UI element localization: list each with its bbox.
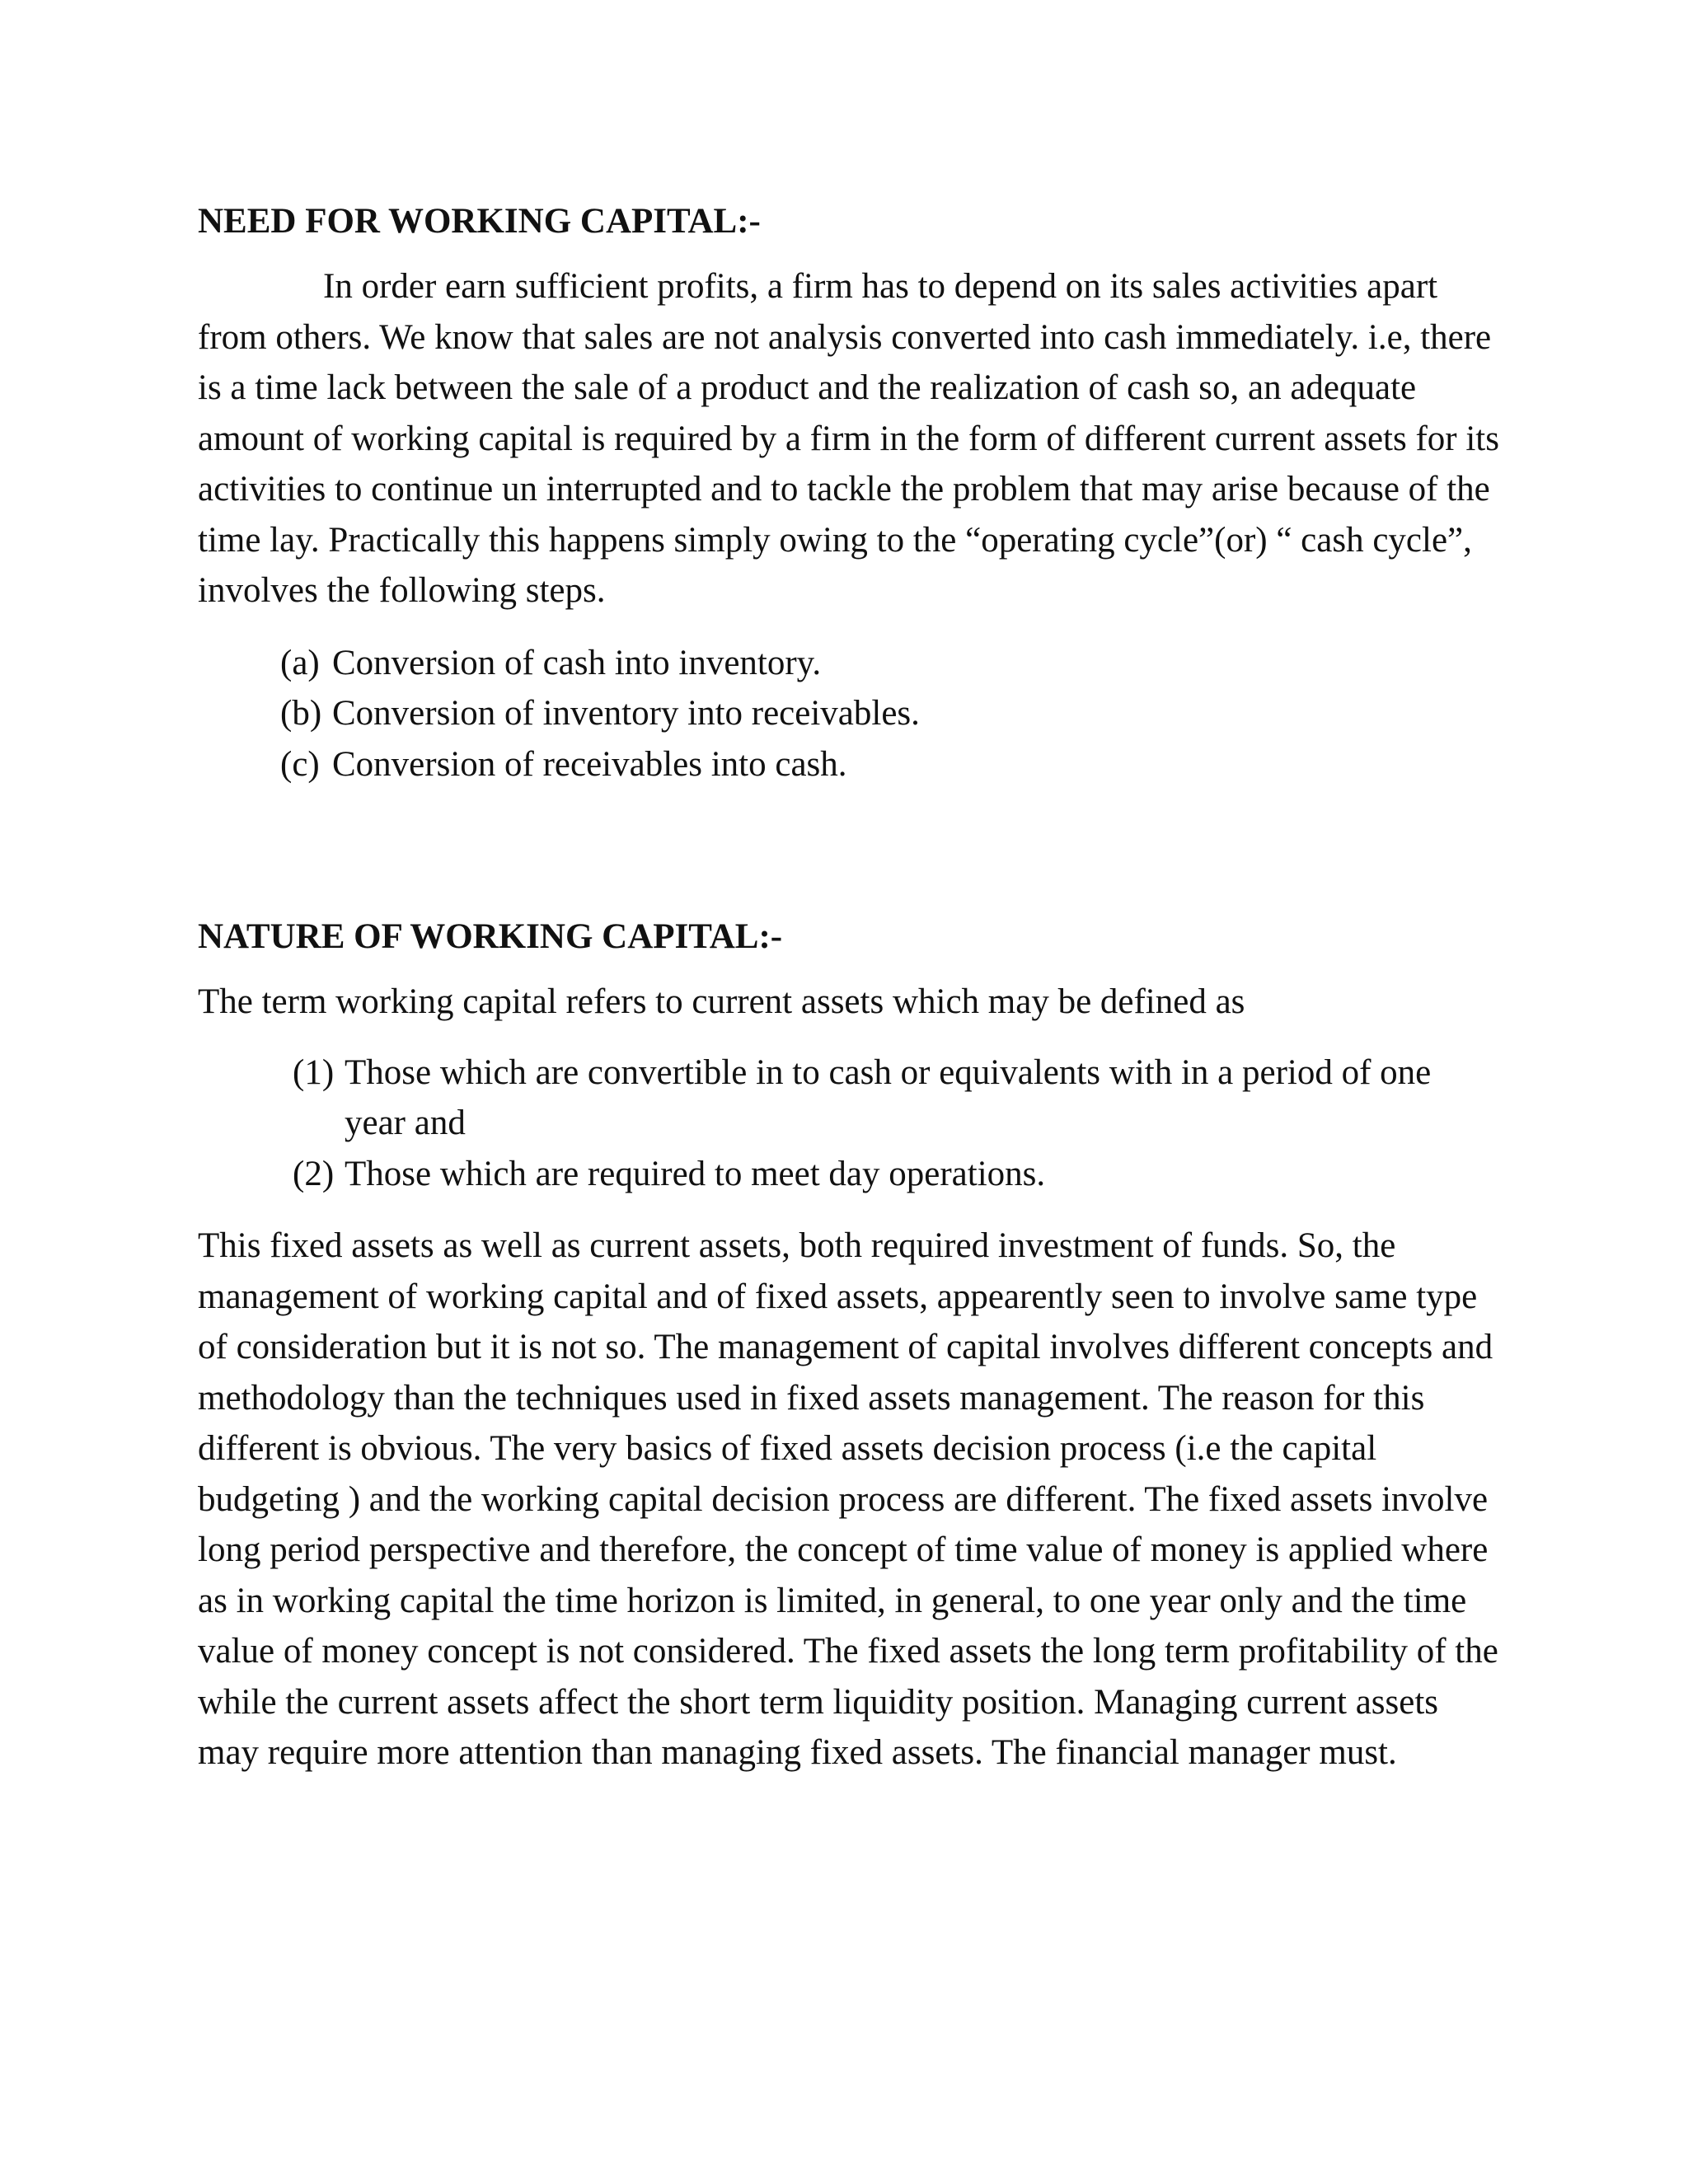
list-marker: (c) [280, 744, 320, 784]
paragraph-nature-intro: The term working capital refers to current assets which may be defined as [198, 982, 1245, 1021]
paragraph-nature-body: This fixed assets as well as current assets, both required investment of funds. So, the management of working capital and of fixed assets, appearently seen to involve same type of consideration but it is not so. The management of capital involves different concepts and methodology than the techniques used in fixed assets management. The reason for this different is obvious. The very basics of fixed assets decision process (i.e the capital budgeting ) and the working capital decision process are different. The fixed assets involve long period perspective and therefore, the concept of time value of money is applied where as in working capital the time horizon is limited, in general, to one year only and the time value of money concept is not considered. The fixed assets the long term profitability of the while the current assets affect the short term liquidity position. Managing current assets may require more attention than managing fixed assets. The financial manager must. [198, 1226, 1498, 1772]
list-text: Those which are convertible in to cash or equivalents with in a period of one year and [345, 1052, 1432, 1142]
list-item [280, 739, 1500, 790]
current-assets-definitions [293, 1047, 1500, 1200]
list-item [280, 638, 1500, 689]
heading-need-for-working-capital: NEED FOR WORKING CAPITAL:- [198, 202, 761, 241]
list-marker: (2) [293, 1154, 335, 1193]
operating-cycle-steps [280, 638, 1500, 790]
list-item [280, 688, 1500, 739]
list-marker: (1) [293, 1052, 335, 1092]
heading-nature-of-working-capital: NATURE OF WORKING CAPITAL:- [198, 917, 783, 956]
list-item [293, 1047, 1500, 1149]
list-text: Conversion of cash into inventory. [332, 643, 822, 682]
document-page [198, 196, 1500, 1779]
list-text: Conversion of inventory into receivables. [332, 694, 920, 733]
list-marker: (b) [280, 694, 322, 733]
list-marker: (a) [280, 643, 320, 682]
list-text: Conversion of receivables into cash. [332, 744, 847, 784]
list-item [293, 1149, 1500, 1200]
list-text: Those which are required to meet day operations. [345, 1154, 1046, 1193]
paragraph-need-intro: In order earn sufficient profits, a firm has to depend on its sales activities apart from others. We know that sales are not analysis converted into cash immediately. i.e, there is a time lack between the sale of a product and the realization of cash so, an adequate amount of working capital is required by a firm in the form of different current assets for its activities to continue un interrupted and to tackle the problem that may arise because of the time lay. Practically this happens simply owing to the “operating cycle”(or) “ cash cycle”, involves the following steps. [198, 267, 1499, 610]
